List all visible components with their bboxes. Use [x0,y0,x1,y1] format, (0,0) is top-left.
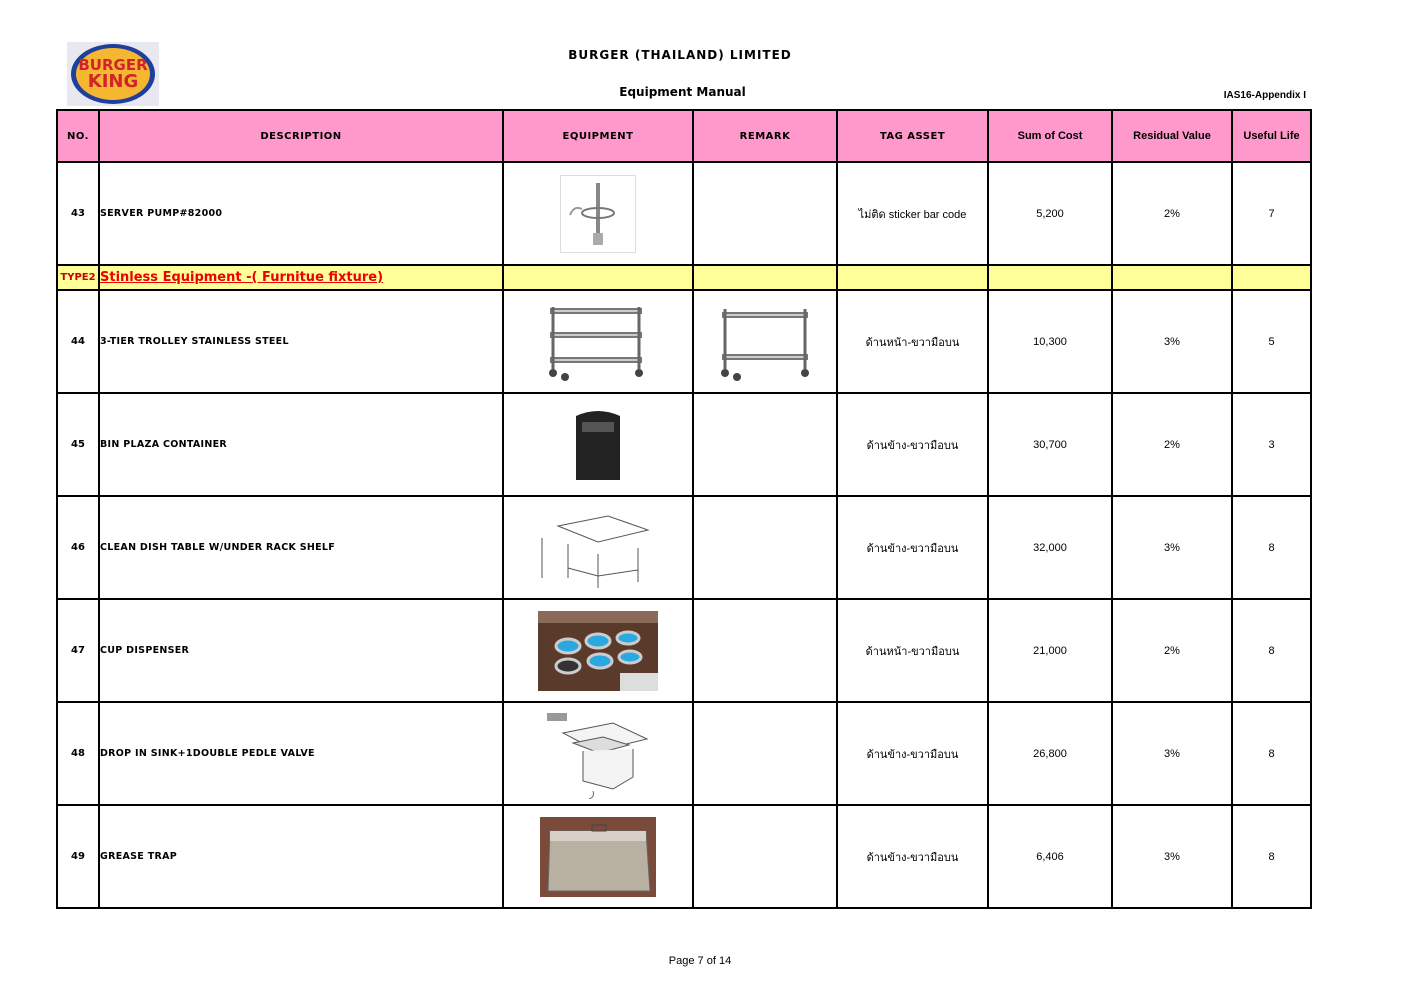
row-tag-asset: ไม่ติด sticker bar code [837,162,988,265]
equipment-image [503,805,693,908]
row-useful-life: 8 [1232,496,1311,599]
row-residual-value: 3% [1112,496,1232,599]
table-row [57,496,1311,599]
row-description: SERVER PUMP#82000 [99,162,503,265]
row-sum-of-cost: 5,200 [988,162,1112,265]
row-sum-of-cost: 30,700 [988,393,1112,496]
row-sum-of-cost: 26,800 [988,702,1112,805]
table-row [57,805,1311,908]
equipment-image [503,496,693,599]
col-remark: REMARK [693,110,837,162]
remark-cell [693,290,837,393]
row-residual-value: 2% [1112,599,1232,702]
row-description: DROP IN SINK+1DOUBLE PEDLE VALVE [99,702,503,805]
table-row [57,290,1311,393]
col-tag-asset: TAG ASSET [837,110,988,162]
row-number: 43 [57,162,99,265]
remark-cell [693,805,837,908]
remark-cell [693,393,837,496]
row-useful-life: 8 [1232,805,1311,908]
table-row [57,702,1311,805]
remark-cell [693,496,837,599]
remark-cell [693,702,837,805]
col-no: NO. [57,110,99,162]
row-useful-life: 8 [1232,702,1311,805]
row-number: 48 [57,702,99,805]
remark-cell [693,599,837,702]
equipment-image [503,162,693,265]
document-title: Equipment Manual [619,85,746,99]
row-residual-value: 2% [1112,162,1232,265]
table-header [57,110,1311,162]
svg-text:BURGER: BURGER [78,56,148,74]
row-tag-asset: ด้านหน้า-ขวามือบน [837,599,988,702]
row-description: GREASE TRAP [99,805,503,908]
company-name: BURGER (THAILAND) LIMITED [568,48,792,62]
row-sum-of-cost: 6,406 [988,805,1112,908]
row-residual-value: 3% [1112,290,1232,393]
table-row [57,393,1311,496]
appendix-label: IAS16-Appendix I [1223,90,1306,101]
svg-text:KING: KING [87,71,139,92]
row-residual-value: 3% [1112,805,1232,908]
row-number: 44 [57,290,99,393]
row-description: 3-TIER TROLLEY STAINLESS STEEL [99,290,503,393]
row-number: 47 [57,599,99,702]
row-tag-asset: ด้านข้าง-ขวามือบน [837,805,988,908]
row-number: 49 [57,805,99,908]
page-number: Page 7 of 14 [668,955,732,967]
col-useful-life: Useful Life [1232,110,1311,162]
equipment-table [56,109,1312,909]
row-residual-value: 3% [1112,702,1232,805]
row-sum-of-cost: 21,000 [988,599,1112,702]
row-description: CUP DISPENSER [99,599,503,702]
row-residual-value: 2% [1112,393,1232,496]
col-sum-of-cost: Sum of Cost [988,110,1112,162]
col-residual-value: Residual Value [1112,110,1232,162]
row-tag-asset: ด้านข้าง-ขวามือบน [837,496,988,599]
type-row [57,265,1311,290]
table-row [57,599,1311,702]
row-tag-asset: ด้านข้าง-ขวามือบน [837,393,988,496]
equipment-image [503,290,693,393]
row-useful-life: 7 [1232,162,1311,265]
equipment-image [503,599,693,702]
table-row [57,162,1311,265]
row-number: 45 [57,393,99,496]
row-useful-life: 8 [1232,599,1311,702]
row-tag-asset: ด้านข้าง-ขวามือบน [837,702,988,805]
row-useful-life: 5 [1232,290,1311,393]
row-useful-life: 3 [1232,393,1311,496]
equipment-image [503,702,693,805]
col-equipment: EQUIPMENT [503,110,693,162]
type-code: TYPE2 [57,265,99,290]
burger-king-logo [67,42,159,106]
type-title: Stinless Equipment -( Furnitue fixture) [99,265,503,290]
row-sum-of-cost: 10,300 [988,290,1112,393]
row-description: BIN PLAZA CONTAINER [99,393,503,496]
row-number: 46 [57,496,99,599]
row-sum-of-cost: 32,000 [988,496,1112,599]
remark-cell [693,162,837,265]
row-tag-asset: ด้านหน้า-ขวามือบน [837,290,988,393]
equipment-image [503,393,693,496]
col-description: DESCRIPTION [99,110,503,162]
row-description: CLEAN DISH TABLE W/UNDER RACK SHELF [99,496,503,599]
